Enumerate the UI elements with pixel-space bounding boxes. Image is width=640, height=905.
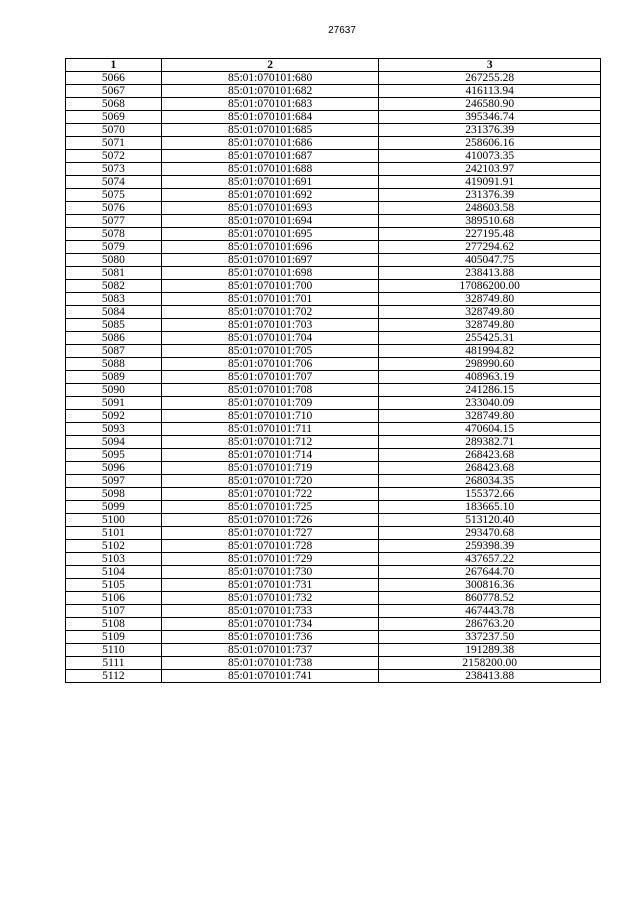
- cadastral-number-cell: 85:01:070101:688: [161, 163, 379, 176]
- table-row: [66, 553, 601, 566]
- value-cell: 328749.80: [379, 293, 601, 306]
- value-cell: 405047.75: [379, 254, 601, 267]
- cadastral-number-cell: 85:01:070101:714: [161, 449, 379, 462]
- value-cell: 155372.66: [379, 488, 601, 501]
- row-number-cell: 5069: [66, 111, 162, 124]
- value-cell: 467443.78: [379, 605, 601, 618]
- cadastral-number-cell: 85:01:070101:693: [161, 202, 379, 215]
- cadastral-number-cell: 85:01:070101:684: [161, 111, 379, 124]
- cadastral-number-cell: 85:01:070101:685: [161, 124, 379, 137]
- column-header-2: 2: [161, 59, 379, 72]
- value-cell: 267644.70: [379, 566, 601, 579]
- cadastral-number-cell: 85:01:070101:709: [161, 397, 379, 410]
- table-row: [66, 423, 601, 436]
- value-cell: 238413.88: [379, 670, 601, 683]
- row-number-cell: 5104: [66, 566, 162, 579]
- value-cell: 17086200.00: [379, 280, 601, 293]
- table-row: [66, 111, 601, 124]
- cadastral-number-cell: 85:01:070101:719: [161, 462, 379, 475]
- value-cell: 227195.48: [379, 228, 601, 241]
- table-row: [66, 345, 601, 358]
- table-row: [66, 176, 601, 189]
- value-cell: 183665.10: [379, 501, 601, 514]
- cadastral-number-cell: 85:01:070101:711: [161, 423, 379, 436]
- table-header: [66, 59, 601, 72]
- table-row: [66, 254, 601, 267]
- row-number-cell: 5080: [66, 254, 162, 267]
- cadastral-number-cell: 85:01:070101:734: [161, 618, 379, 631]
- table-row: [66, 579, 601, 592]
- value-cell: 860778.52: [379, 592, 601, 605]
- cadastral-number-cell: 85:01:070101:726: [161, 514, 379, 527]
- cadastral-number-cell: 85:01:070101:700: [161, 280, 379, 293]
- page-number: 27637: [328, 25, 356, 36]
- cadastral-number-cell: 85:01:070101:727: [161, 527, 379, 540]
- value-cell: 258606.16: [379, 137, 601, 150]
- table-row: [66, 475, 601, 488]
- value-cell: 437657.22: [379, 553, 601, 566]
- cadastral-number-cell: 85:01:070101:696: [161, 241, 379, 254]
- row-number-cell: 5071: [66, 137, 162, 150]
- table-row: [66, 410, 601, 423]
- table-row: [66, 267, 601, 280]
- row-number-cell: 5081: [66, 267, 162, 280]
- value-cell: 408963.19: [379, 371, 601, 384]
- row-number-cell: 5092: [66, 410, 162, 423]
- table-row: [66, 72, 601, 85]
- cadastral-number-cell: 85:01:070101:692: [161, 189, 379, 202]
- cadastral-number-cell: 85:01:070101:698: [161, 267, 379, 280]
- table-row: [66, 189, 601, 202]
- table-row: [66, 241, 601, 254]
- row-number-cell: 5086: [66, 332, 162, 345]
- table-row: [66, 501, 601, 514]
- cadastral-number-cell: 85:01:070101:728: [161, 540, 379, 553]
- value-cell: 286763.20: [379, 618, 601, 631]
- cadastral-number-cell: 85:01:070101:682: [161, 85, 379, 98]
- value-cell: 241286.15: [379, 384, 601, 397]
- cadastral-number-cell: 85:01:070101:697: [161, 254, 379, 267]
- value-cell: 238413.88: [379, 267, 601, 280]
- table-row: [66, 527, 601, 540]
- value-cell: 481994.82: [379, 345, 601, 358]
- row-number-cell: 5097: [66, 475, 162, 488]
- value-cell: 328749.80: [379, 306, 601, 319]
- row-number-cell: 5082: [66, 280, 162, 293]
- cadastral-number-cell: 85:01:070101:732: [161, 592, 379, 605]
- row-number-cell: 5083: [66, 293, 162, 306]
- row-number-cell: 5089: [66, 371, 162, 384]
- table-row: [66, 358, 601, 371]
- row-number-cell: 5067: [66, 85, 162, 98]
- row-number-cell: 5070: [66, 124, 162, 137]
- table-row: [66, 462, 601, 475]
- cadastral-number-cell: 85:01:070101:707: [161, 371, 379, 384]
- cadastral-number-cell: 85:01:070101:695: [161, 228, 379, 241]
- table-row: [66, 514, 601, 527]
- row-number-cell: 5091: [66, 397, 162, 410]
- value-cell: 300816.36: [379, 579, 601, 592]
- table-row: [66, 137, 601, 150]
- row-number-cell: 5073: [66, 163, 162, 176]
- value-cell: 2158200.00: [379, 657, 601, 670]
- row-number-cell: 5103: [66, 553, 162, 566]
- row-number-cell: 5072: [66, 150, 162, 163]
- value-cell: 328749.80: [379, 410, 601, 423]
- value-cell: 470604.15: [379, 423, 601, 436]
- row-number-cell: 5090: [66, 384, 162, 397]
- row-number-cell: 5107: [66, 605, 162, 618]
- value-cell: 268423.68: [379, 449, 601, 462]
- value-cell: 231376.39: [379, 124, 601, 137]
- row-number-cell: 5112: [66, 670, 162, 683]
- value-cell: 419091.91: [379, 176, 601, 189]
- table-row: [66, 436, 601, 449]
- cadastral-number-cell: 85:01:070101:687: [161, 150, 379, 163]
- table-row: [66, 202, 601, 215]
- row-number-cell: 5088: [66, 358, 162, 371]
- cadastral-number-cell: 85:01:070101:691: [161, 176, 379, 189]
- value-cell: 268423.68: [379, 462, 601, 475]
- value-cell: 289382.71: [379, 436, 601, 449]
- row-number-cell: 5087: [66, 345, 162, 358]
- value-cell: 395346.74: [379, 111, 601, 124]
- row-number-cell: 5077: [66, 215, 162, 228]
- cadastral-number-cell: 85:01:070101:720: [161, 475, 379, 488]
- row-number-cell: 5109: [66, 631, 162, 644]
- value-cell: 191289.38: [379, 644, 601, 657]
- value-cell: 416113.94: [379, 85, 601, 98]
- row-number-cell: 5095: [66, 449, 162, 462]
- value-cell: 513120.40: [379, 514, 601, 527]
- row-number-cell: 5108: [66, 618, 162, 631]
- table-row: [66, 384, 601, 397]
- cadastral-number-cell: 85:01:070101:683: [161, 98, 379, 111]
- table-row: [66, 280, 601, 293]
- table-row: [66, 592, 601, 605]
- cadastral-number-cell: 85:01:070101:731: [161, 579, 379, 592]
- value-cell: 277294.62: [379, 241, 601, 254]
- row-number-cell: 5075: [66, 189, 162, 202]
- cadastral-number-cell: 85:01:070101:733: [161, 605, 379, 618]
- value-cell: 255425.31: [379, 332, 601, 345]
- column-header-1: 1: [66, 59, 162, 72]
- row-number-cell: 5100: [66, 514, 162, 527]
- row-number-cell: 5106: [66, 592, 162, 605]
- row-number-cell: 5093: [66, 423, 162, 436]
- value-cell: 248603.58: [379, 202, 601, 215]
- table-row: [66, 150, 601, 163]
- row-number-cell: 5076: [66, 202, 162, 215]
- table-row: [66, 605, 601, 618]
- row-number-cell: 5068: [66, 98, 162, 111]
- table-row: [66, 332, 601, 345]
- cadastral-number-cell: 85:01:070101:725: [161, 501, 379, 514]
- table-row: [66, 124, 601, 137]
- cadastral-number-cell: 85:01:070101:738: [161, 657, 379, 670]
- table-row: [66, 566, 601, 579]
- row-number-cell: 5105: [66, 579, 162, 592]
- value-cell: 259398.39: [379, 540, 601, 553]
- table-row: [66, 85, 601, 98]
- table-row: [66, 397, 601, 410]
- cadastral-number-cell: 85:01:070101:729: [161, 553, 379, 566]
- value-cell: 242103.97: [379, 163, 601, 176]
- table-row: [66, 371, 601, 384]
- value-cell: 389510.68: [379, 215, 601, 228]
- cadastral-number-cell: 85:01:070101:710: [161, 410, 379, 423]
- cadastral-number-cell: 85:01:070101:712: [161, 436, 379, 449]
- cadastral-number-cell: 85:01:070101:702: [161, 306, 379, 319]
- row-number-cell: 5078: [66, 228, 162, 241]
- cadastral-number-cell: 85:01:070101:694: [161, 215, 379, 228]
- row-number-cell: 5098: [66, 488, 162, 501]
- value-cell: 231376.39: [379, 189, 601, 202]
- row-number-cell: 5099: [66, 501, 162, 514]
- row-number-cell: 5084: [66, 306, 162, 319]
- table-row: [66, 488, 601, 501]
- table-row: [66, 293, 601, 306]
- cadastral-number-cell: 85:01:070101:701: [161, 293, 379, 306]
- row-number-cell: 5085: [66, 319, 162, 332]
- table-row: [66, 319, 601, 332]
- value-cell: 293470.68: [379, 527, 601, 540]
- value-cell: 328749.80: [379, 319, 601, 332]
- cadastral-number-cell: 85:01:070101:737: [161, 644, 379, 657]
- cadastral-number-cell: 85:01:070101:706: [161, 358, 379, 371]
- cadastral-number-cell: 85:01:070101:680: [161, 72, 379, 85]
- value-cell: 298990.60: [379, 358, 601, 371]
- value-cell: 246580.90: [379, 98, 601, 111]
- table-row: [66, 228, 601, 241]
- table-row: [66, 670, 601, 683]
- cadastral-number-cell: 85:01:070101:730: [161, 566, 379, 579]
- value-cell: 233040.09: [379, 397, 601, 410]
- table-header-row: [66, 59, 601, 72]
- row-number-cell: 5110: [66, 644, 162, 657]
- row-number-cell: 5096: [66, 462, 162, 475]
- value-cell: 267255.28: [379, 72, 601, 85]
- row-number-cell: 5074: [66, 176, 162, 189]
- cadastral-number-cell: 85:01:070101:741: [161, 670, 379, 683]
- cadastral-number-cell: 85:01:070101:722: [161, 488, 379, 501]
- table-row: [66, 215, 601, 228]
- row-number-cell: 5079: [66, 241, 162, 254]
- row-number-cell: 5102: [66, 540, 162, 553]
- table-row: [66, 618, 601, 631]
- row-number-cell: 5101: [66, 527, 162, 540]
- table-row: [66, 540, 601, 553]
- value-cell: 410073.35: [379, 150, 601, 163]
- value-cell: 337237.50: [379, 631, 601, 644]
- table-row: [66, 163, 601, 176]
- cadastral-number-cell: 85:01:070101:704: [161, 332, 379, 345]
- row-number-cell: 5094: [66, 436, 162, 449]
- cadastral-number-cell: 85:01:070101:703: [161, 319, 379, 332]
- cadastral-number-cell: 85:01:070101:708: [161, 384, 379, 397]
- cadastral-value-table: [65, 58, 601, 683]
- table-row: [66, 306, 601, 319]
- table-row: [66, 644, 601, 657]
- table-row: [66, 98, 601, 111]
- column-header-3: 3: [379, 59, 601, 72]
- table-body: [66, 72, 601, 683]
- row-number-cell: 5066: [66, 72, 162, 85]
- table-row: [66, 631, 601, 644]
- cadastral-number-cell: 85:01:070101:686: [161, 137, 379, 150]
- table-row: [66, 657, 601, 670]
- cadastral-number-cell: 85:01:070101:705: [161, 345, 379, 358]
- row-number-cell: 5111: [66, 657, 162, 670]
- table-row: [66, 449, 601, 462]
- cadastral-number-cell: 85:01:070101:736: [161, 631, 379, 644]
- value-cell: 268034.35: [379, 475, 601, 488]
